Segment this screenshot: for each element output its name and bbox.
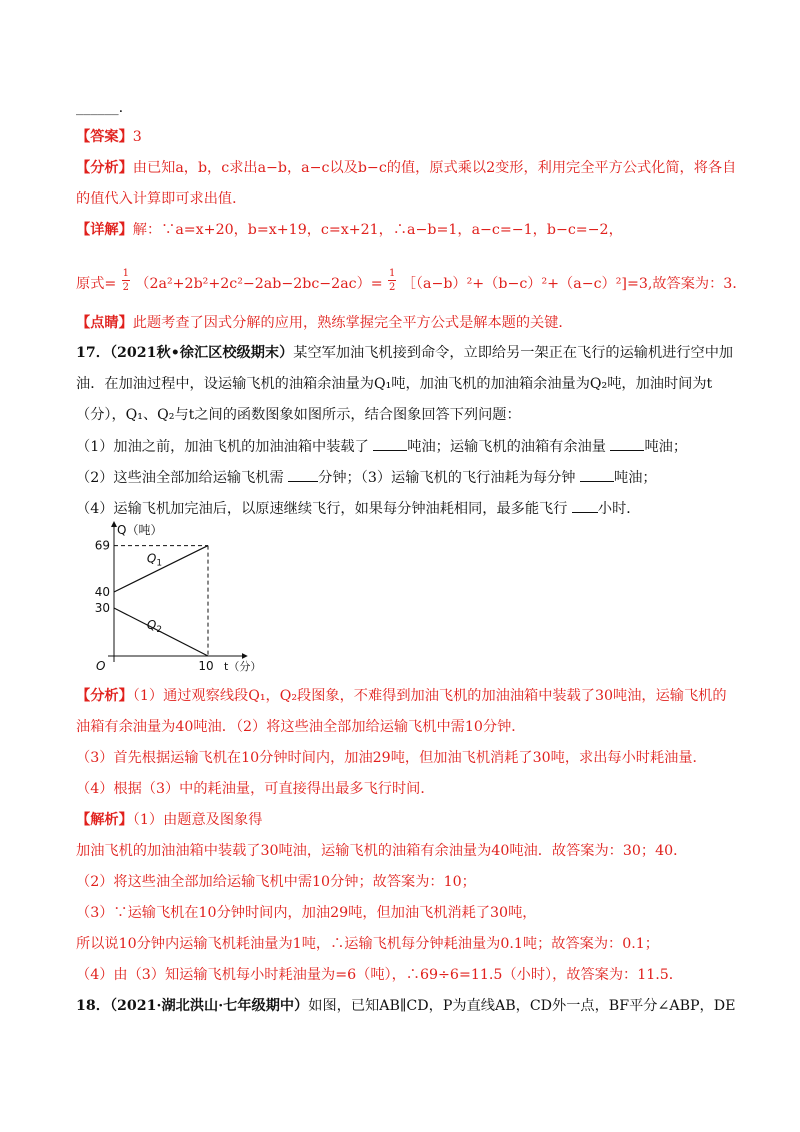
analysis-16-cont: 的值代入计算即可求出值．: [76, 191, 247, 207]
solution-17-3: （2）将这些油全部加给运输飞机中需10分钟；故答案为：10；: [76, 874, 476, 890]
series-label-q2: $Q_2$: [146, 617, 163, 635]
q17-p2-text-a: （2）这些油全部加给运输飞机需: [76, 470, 284, 486]
solution17-label: 【解析】: [76, 812, 133, 828]
detail-label: 【详解】: [76, 222, 133, 238]
answer-blank-2[interactable]: [610, 436, 644, 451]
q17-part-1: [76, 436, 724, 457]
q17-p1-text-c: 吨油；: [644, 439, 688, 455]
formula-16: [76, 268, 747, 294]
solution-17-6: （4）由（3）知运输飞机每小时耗油量为=6（吨），∴69÷6=11.5（小时），故答案为：11.5．: [76, 967, 683, 983]
detail-16: [76, 220, 724, 240]
q17-number: 17．（2021秋•徐汇区校级期末）: [76, 345, 294, 361]
analysis-17-2: 油箱有余油量为40吨油．（2）将这些油全部加给运输飞机中需10分钟．: [76, 719, 526, 735]
detail-text: 解：∵a=x+20，b=x+19，c=x+21，∴a−b=1，a−c=−1，b−c=−2，: [132, 222, 623, 238]
analysis-17-1: [76, 686, 727, 706]
solution-17-2: 加油飞机的加油油箱中装载了30吨油，运输飞机的油箱有余油量为40吨油．故答案为：30；40．: [76, 843, 688, 859]
solution17-l1: （1）由题意及图象得: [132, 812, 263, 828]
formula-prefix: 原式=: [76, 276, 117, 292]
answer-value: 3: [132, 129, 142, 145]
q17-part-2: [76, 467, 724, 488]
solution-17-1: [76, 810, 724, 830]
solution-17-5: 所以说10分钟内运输飞机耗油量为1吨，∴运输飞机每分钟耗油量为0.1吨；故答案为：0.1；: [76, 936, 659, 952]
frac-den: 2: [122, 282, 129, 293]
origin-label: O: [96, 659, 106, 673]
q18-line: [76, 996, 736, 1016]
fuel-chart: [84, 516, 274, 674]
answer-blank: ______.: [76, 100, 124, 116]
answer-label: 【答案】: [76, 129, 133, 145]
analysis-text: 由已知a，b，c求出a−b，a−c以及b−c的值，原式乘以2变形，利用完全平方公式化简，将各自: [132, 160, 737, 176]
x-tick-label: 10: [198, 659, 214, 673]
answer-line: [76, 127, 724, 147]
q17-p2-text-c: 吨油；: [614, 470, 657, 486]
y-tick-label: 30: [94, 601, 110, 615]
answer-blank-3[interactable]: [288, 467, 318, 482]
comment-label: 【点睛】: [76, 315, 133, 331]
q17-p1-text-b: 吨油；运输飞机的油箱有余油量: [407, 439, 606, 455]
q17-stem-2: 油．在加油过程中，设运输飞机的油箱余油量为Q₁吨，加油飞机的加油箱余油量为Q₂吨，加油时间为t: [76, 376, 713, 392]
analysis17-l1: （1）通过观察线段Q₁，Q₂段图象，不难得到加油飞机的加油油箱中装载了30吨油，运输飞机的: [132, 688, 727, 704]
q17-stem-3: （分），Q₁、Q₂与t之间的函数图象如图所示，结合图象回答下列问题：: [76, 407, 521, 423]
frac-den-2: 2: [389, 282, 396, 293]
q18-number: 18．（2021·湖北洪山·七年级期中）: [76, 998, 309, 1014]
q17-line-1: [76, 343, 734, 363]
frac-num-2: 1: [389, 268, 396, 279]
y-axis-label: Q（吨）: [117, 523, 163, 537]
series-line-q1: [114, 546, 208, 592]
fraction-half-2: [387, 268, 397, 294]
comment-text: 此题考查了因式分解的应用，熟练掌握完全平方公式是解本题的关键．: [132, 315, 573, 331]
q17-stem-1: 某空军加油飞机接到命令，立即给另一架正在飞行的运输机进行空中加: [293, 345, 734, 361]
frac-num: 1: [122, 268, 129, 279]
q17-p4-text-a: （4）运输飞机加完油后，以原速继续飞行，如果每分钟油耗相同，最多能飞行: [76, 501, 568, 517]
x-axis-label: t（分）: [224, 660, 262, 673]
solution-17-4: （3）∵运输飞机在10分钟时间内，加油29吨，但加油飞机消耗了30吨，: [76, 905, 537, 921]
q18-stem: 如图，已知AB∥CD，P为直线AB，CD外一点，BF平分∠ABP，DE: [308, 998, 736, 1014]
y-tick-label: 69: [94, 538, 110, 553]
formula-mid: （2a²+2b²+2c²−2ab−2bc−2ac）=: [135, 276, 383, 292]
series-label-q1: $Q_1$: [146, 551, 163, 569]
analysis-16: [76, 158, 737, 178]
q17-p4-text-b: 小时．: [597, 501, 641, 517]
formula-tail: ［（a−b）²+（b−c）²+（a−c）²]=3,故答案为：3．: [401, 276, 747, 292]
answer-blank-1[interactable]: [373, 436, 407, 451]
y-tick-label: 40: [94, 585, 110, 599]
analysis-17-3: （3）首先根据运输飞机在10分钟时间内，加油29吨，但加油飞机消耗了30吨，求出每小时耗油量．: [76, 750, 707, 766]
analysis-17-4: （4）根据（3）中的耗油量，可直接得出最多飞行时间．: [76, 781, 435, 797]
q17-p1-text-a: （1）加油之前，加油飞机的加油油箱中装载了: [76, 439, 369, 455]
analysis17-label: 【分析】: [76, 688, 133, 704]
answer-blank-5[interactable]: [572, 498, 598, 513]
q17-p2-text-b: 分钟；（3）运输飞机的飞行油耗为每分钟: [318, 470, 576, 486]
comment-16: [76, 313, 724, 333]
answer-blank-4[interactable]: [580, 467, 614, 482]
fraction-half: [121, 268, 131, 294]
analysis-label: 【分析】: [76, 160, 133, 176]
